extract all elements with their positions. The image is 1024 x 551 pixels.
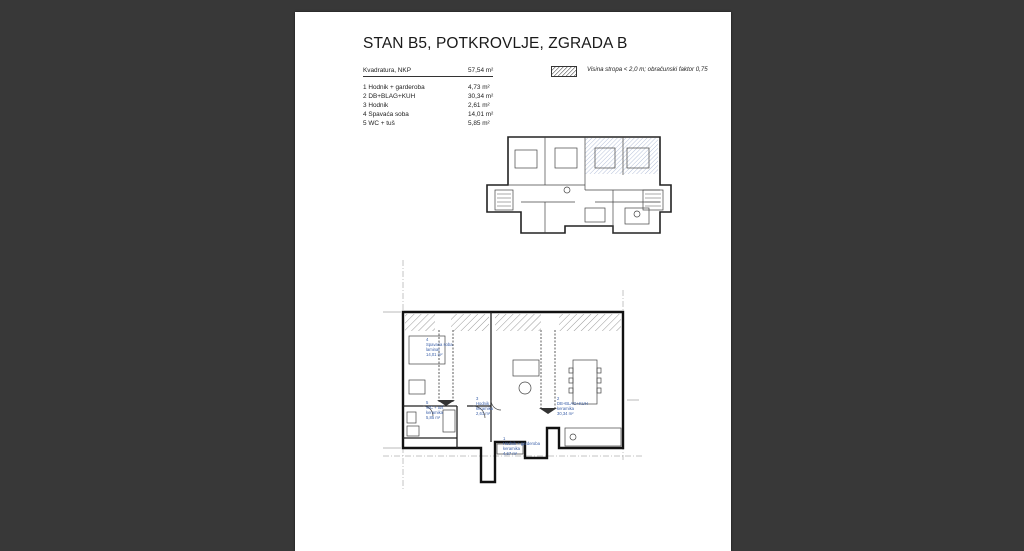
room-row [363, 111, 494, 118]
document-page [295, 12, 731, 551]
area-header-row [363, 67, 494, 74]
room-label: 5 WC + tuš [363, 120, 395, 127]
room-label: 1 Hodnik + garderoba [363, 84, 425, 91]
room-row [363, 93, 494, 100]
area-header-label: Kvadratura, NKP [363, 67, 411, 74]
room-area: 4,73 m² [468, 84, 490, 91]
room-area: 2,61 m² [468, 102, 490, 109]
room-label: 3 Hodnik [363, 102, 389, 109]
room-area: 30,34 m² [468, 93, 494, 100]
room-area: 5,85 m² [468, 120, 490, 127]
living-label: 2 DB+BLAG+KUH keramika 30,34 m² [557, 396, 588, 416]
entry-label: 1 Hodnik + garderoba keramika 4,67 m² [503, 436, 540, 456]
hatch-zone [559, 314, 621, 331]
room-area: 14,01 m² [468, 111, 494, 118]
hatch-legend-text: Visina stropa < 2,0 m; obračunski faktor 0,75 [587, 66, 708, 73]
room-label: 4 Spavaća soba [363, 111, 409, 118]
key-plan-highlight [585, 138, 658, 174]
key-plan-drawing [485, 130, 685, 240]
hatch-legend-swatch [551, 66, 577, 77]
hatch-zone [495, 314, 541, 331]
hatch-zone [451, 314, 489, 331]
room-row [363, 102, 490, 109]
bedroom-label: 4 Spavaća soba laminat 14,01 m² [426, 337, 453, 357]
hall-label: 3 Hodnik keramika 2,61 m² [476, 396, 493, 416]
room-row [363, 84, 490, 91]
area-header-value: 57,54 m² [468, 67, 494, 74]
room-row [363, 120, 490, 127]
room-label: 2 DB+BLAG+KUH [363, 93, 416, 100]
area-divider [363, 76, 493, 77]
page-title: STAN B5, POTKROVLJE, ZGRADA B [363, 35, 628, 52]
hatch-zone [405, 314, 435, 331]
bathroom-label: 5 WC + tuš keramika 5,85 m² [426, 400, 444, 420]
